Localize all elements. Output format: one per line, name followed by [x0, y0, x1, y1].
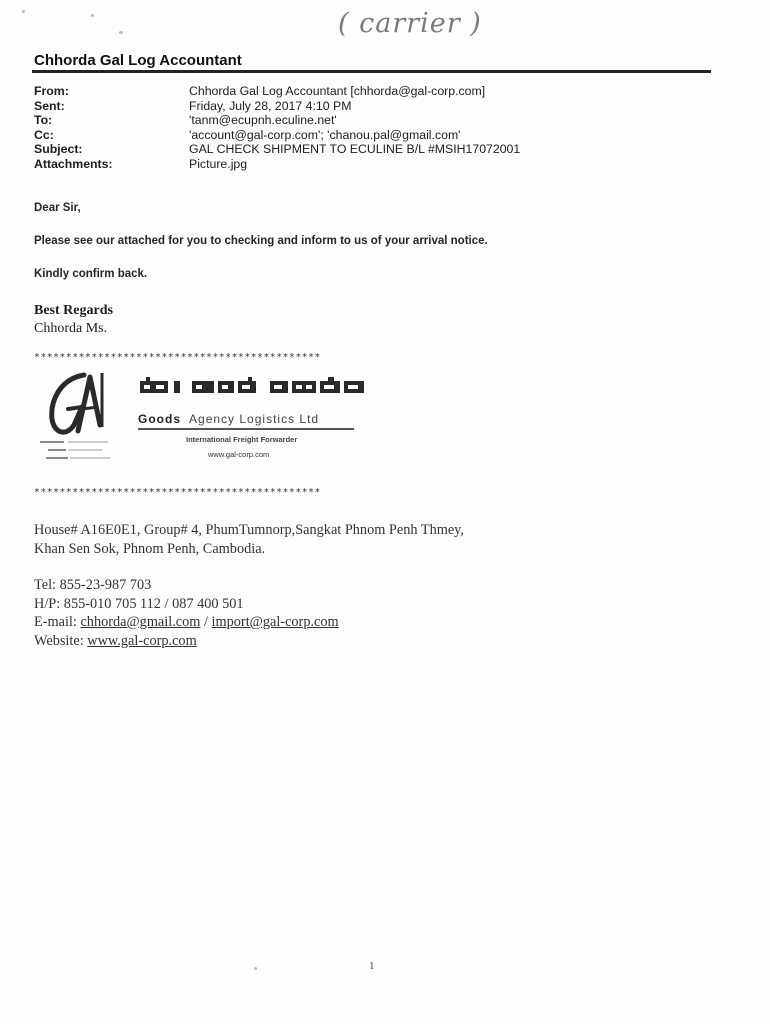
- regards: Best Regards: [34, 303, 113, 318]
- khmer-name-wordmark: [138, 377, 368, 399]
- header-value: Chhorda Gal Log Accountant [chhorda@gal-corp.com]: [189, 84, 486, 98]
- address-line-2: Khan Sen Sok, Phnom Penh, Cambodia.: [34, 540, 266, 557]
- header-row-cc: [34, 128, 520, 143]
- scan-speck: [119, 31, 123, 34]
- logo-website: www.gal-corp.com: [208, 450, 270, 459]
- header-row-from: [34, 84, 520, 99]
- header-label: Sent:: [34, 98, 65, 113]
- logo-underline: [138, 428, 354, 430]
- closing-line: Kindly confirm back.: [34, 268, 148, 280]
- scan-speck: [91, 14, 94, 17]
- scan-speck: [22, 10, 25, 13]
- title-divider: [32, 70, 711, 73]
- email-label: E-mail:: [34, 614, 81, 630]
- attachment-link[interactable]: Picture.jpg: [189, 156, 248, 171]
- body-paragraph: Please see our attached for you to checking and inform to us of your arrival notice.: [34, 235, 488, 247]
- email-headers: [34, 84, 520, 172]
- company-english-name: [138, 412, 319, 426]
- mobile-phone: H/P: 855-010 705 112 / 087 400 501: [34, 595, 244, 612]
- company-address: [34, 521, 464, 558]
- page-number: 1: [369, 960, 375, 972]
- signature: [34, 302, 113, 338]
- header-label: To:: [34, 113, 53, 128]
- header-value: Friday, July 28, 2017 4:10 PM: [189, 98, 352, 113]
- header-label: Attachments:: [34, 156, 113, 171]
- website-link[interactable]: www.gal-corp.com: [87, 632, 197, 649]
- star-divider-bottom: *********************************************: [34, 487, 321, 498]
- scan-speck: [254, 967, 257, 970]
- email-link-2[interactable]: import@gal-corp.com: [211, 614, 339, 630]
- header-label: Cc:: [34, 127, 54, 142]
- header-row-to: [34, 113, 520, 128]
- star-divider-top: *********************************************: [34, 352, 321, 363]
- gal-logo-mark: [38, 367, 138, 467]
- website-line: [34, 632, 339, 651]
- header-value: 'account@gal-corp.com'; 'chanou.pal@gmail.com': [189, 127, 461, 142]
- telephone: Tel: 855-23-987 703: [34, 577, 152, 593]
- header-value: GAL CHECK SHIPMENT TO ECULINE B/L #MSIH17072001: [189, 142, 521, 157]
- handwritten-note: ( carrier ): [338, 8, 482, 39]
- email-title: Chhorda Gal Log Accountant: [34, 52, 242, 69]
- header-row-sent: [34, 99, 520, 114]
- email-link-1[interactable]: chhorda@gmail.com: [80, 614, 201, 630]
- header-row-attachments: [34, 157, 520, 172]
- email-separator: /: [200, 614, 212, 630]
- company-logo: [38, 367, 368, 472]
- company-name-bold: Goods: [138, 412, 181, 426]
- website-label: Website:: [34, 632, 88, 649]
- contact-block: [34, 576, 339, 650]
- header-label: From:: [34, 84, 69, 98]
- greeting: Dear Sir,: [34, 202, 81, 214]
- header-label: Subject:: [34, 142, 83, 157]
- signer-name: Chhorda Ms.: [34, 321, 108, 336]
- header-value: 'tanm@ecupnh.eculine.net': [189, 113, 337, 128]
- company-name-rest: Agency Logistics Ltd: [189, 412, 320, 426]
- header-row-subject: [34, 142, 520, 157]
- company-tagline: International Freight Forwarder: [186, 435, 298, 444]
- email-line: [34, 613, 339, 632]
- address-line-1: House# A16E0E1, Group# 4, PhumTumnorp,Sangkat Phnom Penh Thmey,: [34, 522, 464, 538]
